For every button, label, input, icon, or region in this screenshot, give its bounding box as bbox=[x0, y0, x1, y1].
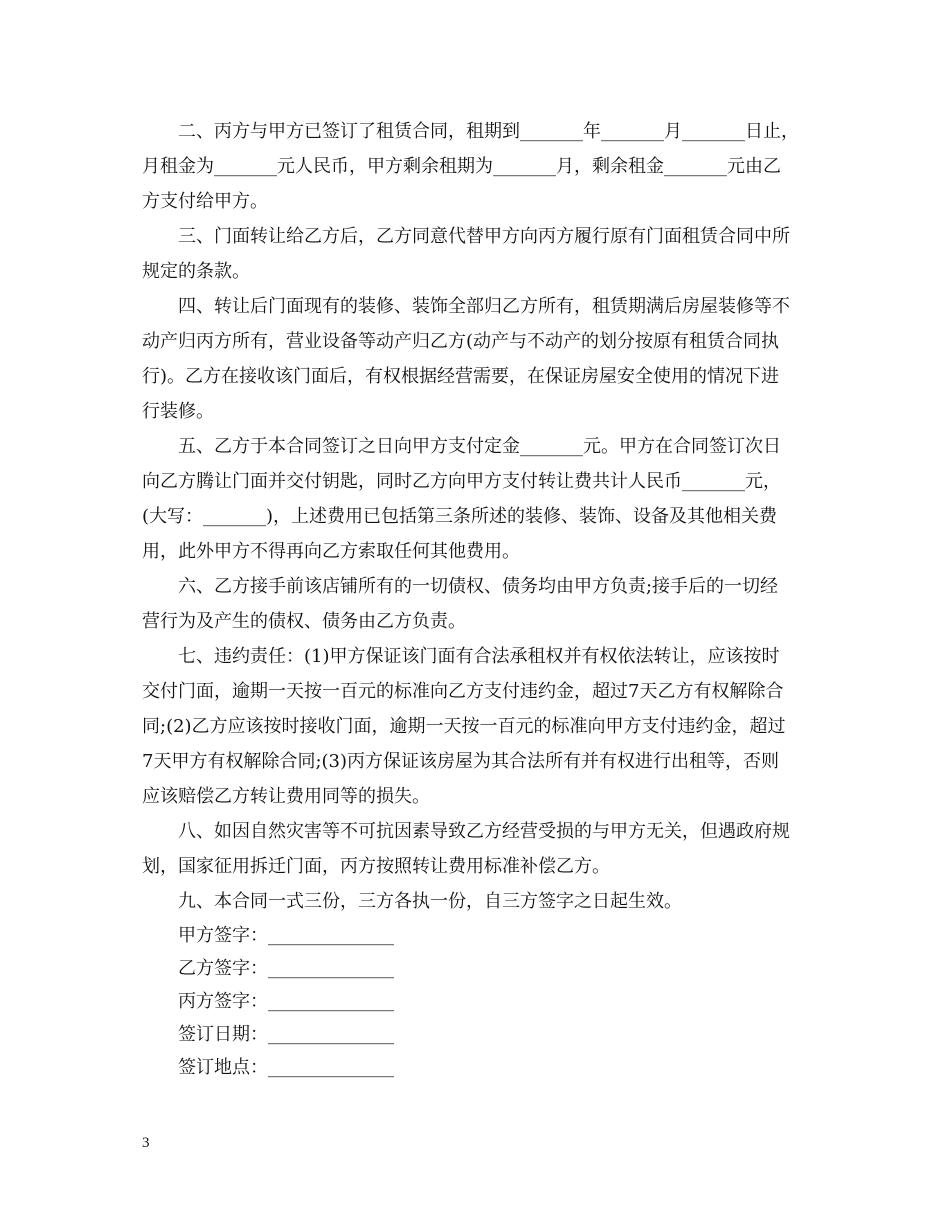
text-line: 七、违约责任：(1)甲方保证该门面有合法承租权并有权依法转让，应该按时 bbox=[178, 646, 780, 667]
text-line: 六、乙方接手前该店铺所有的一切债权、债务均由甲方负责;接手后的一切经 bbox=[178, 576, 779, 597]
clause-7 bbox=[142, 639, 814, 814]
text-line: 三、门面转让给乙方后，乙方同意代替甲方向丙方履行原有门面租赁合同中所 bbox=[178, 226, 790, 247]
text-line: 用，此外甲方不得再向乙方索取任何其他费用。 bbox=[142, 541, 520, 562]
text-line: 营行为及产生的债权、债务由乙方负责。 bbox=[142, 611, 466, 632]
signature-block bbox=[178, 919, 814, 1084]
text-line: 方支付给甲方。 bbox=[142, 191, 268, 212]
text-line: 二、丙方与甲方已签订了租赁合同，租期到_______年_______月_______日止， bbox=[178, 121, 799, 142]
clause-8 bbox=[142, 814, 814, 884]
party-a-signature-field: 甲方签字：______________ bbox=[178, 925, 394, 946]
clause-5 bbox=[142, 429, 814, 569]
signing-date-field: 签订日期：______________ bbox=[178, 1024, 394, 1045]
text-line: 向乙方腾让门面并交付钥匙，同时乙方向甲方支付转让费共计人民币_______元， bbox=[142, 471, 781, 492]
contract-body bbox=[142, 114, 814, 1084]
text-line: 四、转让后门面现有的装修、装饰全部归乙方所有，租赁期满后房屋装修等不 bbox=[178, 296, 790, 317]
clause-6 bbox=[142, 569, 814, 639]
text-line: 五、乙方于本合同签订之日向甲方支付定金_______元。甲方在合同签订次日 bbox=[178, 436, 781, 457]
clause-3 bbox=[142, 219, 814, 289]
text-line: 月租金为_______元人民币，甲方剩余租期为_______月，剩余租金_______元由乙 bbox=[142, 156, 781, 177]
text-line: 行)。乙方在接收该门面后，有权根据经营需要，在保证房屋安全使用的情况下进 bbox=[142, 366, 780, 387]
signing-location-field: 签订地点：______________ bbox=[178, 1057, 394, 1078]
text-line: 交付门面，逾期一天按一百元的标准向乙方支付违约金，超过7天乙方有权解除合 bbox=[142, 681, 784, 702]
text-line: 行装修。 bbox=[142, 401, 214, 422]
party-b-signature-field: 乙方签字：______________ bbox=[178, 958, 394, 979]
text-line: 7天甲方有权解除合同;(3)丙方保证该房屋为其合法所有并有权进行出租等，否则 bbox=[142, 751, 780, 772]
text-line: 八、如因自然灾害等不可抗因素导致乙方经营受损的与甲方无关，但遇政府规 bbox=[178, 821, 790, 842]
clause-4 bbox=[142, 289, 814, 429]
text-line: 动产归丙方所有，营业设备等动产归乙方(动产与不动产的划分按原有租赁合同执 bbox=[142, 331, 780, 352]
text-line: 规定的条款。 bbox=[142, 261, 250, 282]
text-line: 划，国家征用拆迁门面，丙方按照转让费用标准补偿乙方。 bbox=[142, 856, 610, 877]
text-line: 应该赔偿乙方转让费用同等的损失。 bbox=[142, 786, 430, 807]
party-c-signature-field: 丙方签字：______________ bbox=[178, 991, 394, 1012]
text-line: 九、本合同一式三份，三方各执一份，自三方签字之日起生效。 bbox=[178, 891, 682, 912]
clause-2 bbox=[142, 114, 814, 219]
page-number: 3 bbox=[142, 1135, 150, 1151]
text-line: 同;(2)乙方应该按时接收门面，逾期一天按一百元的标准向甲方支付违约金，超过 bbox=[142, 716, 786, 737]
text-line: (大写：_______)，上述费用已包括第三条所述的装修、装饰、设备及其他相关费 bbox=[142, 506, 778, 527]
clause-9 bbox=[142, 884, 814, 919]
